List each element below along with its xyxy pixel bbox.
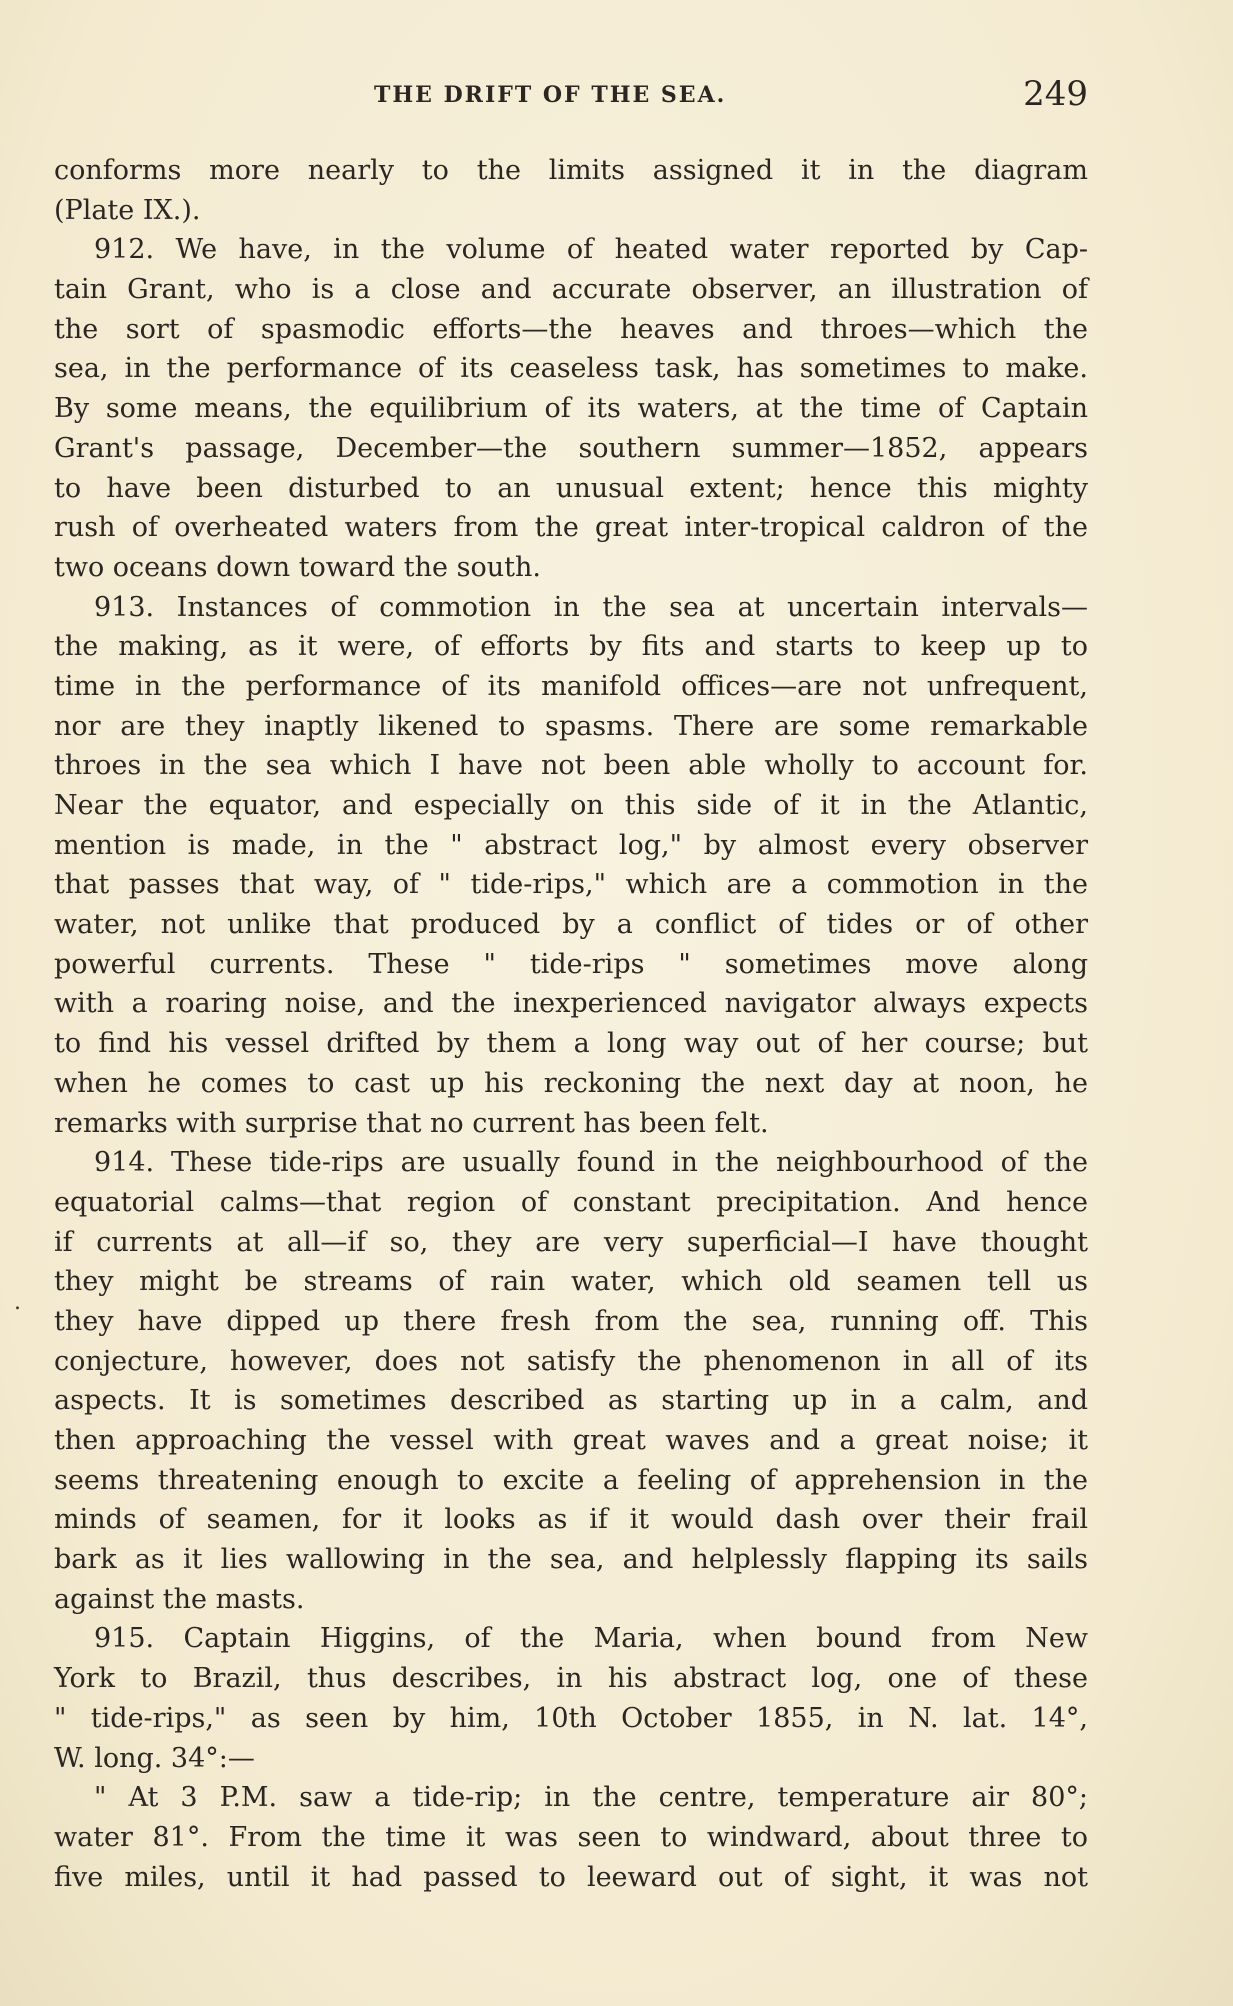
text-line: seems threatening enough to excite a feeling of apprehension in the xyxy=(54,1464,1088,1496)
margin-mark: . xyxy=(14,1290,21,1315)
text-line: to have been disturbed to an unusual extent; hence this mighty xyxy=(54,472,1088,504)
text-line: if currents at all—if so, they are very superficial—I have thought xyxy=(54,1226,1088,1258)
text-line: conjecture, however, does not satisfy the phenomenon in all of its xyxy=(54,1345,1088,1377)
quotation-start: " At 3 P.M. saw a tide-rip; in the centre, temperature air 80°; xyxy=(94,1782,1088,1814)
text-line: time in the performance of its manifold offices—are not unfrequent, xyxy=(54,670,1088,702)
text-line: (Plate IX.). xyxy=(54,194,201,226)
text-line: Near the equator, and especially on this side of it in the Atlantic, xyxy=(54,790,1088,821)
text-line: five miles, until it had passed to leeward out of sight, it was not xyxy=(54,1861,1088,1893)
text-line: " tide-rips," as seen by him, 10th October 1855, in N. lat. 14°, xyxy=(54,1702,1088,1734)
text-line: with a roaring noise, and the inexperienced navigator always expects xyxy=(54,988,1088,1020)
text-line: they have dipped up there fresh from the sea, running off. This xyxy=(54,1305,1088,1337)
text-line: to find his vessel drifted by them a long way out of her course; but xyxy=(54,1028,1088,1060)
text-line: conforms more nearly to the limits assigned it in the diagram xyxy=(54,155,1088,186)
body-text xyxy=(54,151,1088,1897)
text-line: throes in the sea which I have not been able wholly to account for. xyxy=(54,750,1088,782)
text-line: tain Grant, who is a close and accurate observer, an illustration of xyxy=(54,274,1088,306)
text-line: water, not unlike that produced by a conflict of tides or of other xyxy=(54,909,1088,941)
paragraph-912-start: 912. We have, in the volume of heated water reported by Cap- xyxy=(94,234,1088,266)
text-line: rush of overheated waters from the great inter-tropical caldron of the xyxy=(54,512,1088,544)
text-line: against the masts. xyxy=(54,1583,305,1615)
page-header xyxy=(54,74,1088,124)
text-line: By some means, the equilibrium of its waters, at the time of Captain xyxy=(54,393,1088,425)
text-line: W. long. 34°:— xyxy=(54,1742,255,1774)
text-line: York to Brazil, thus describes, in his abstract log, one of these xyxy=(54,1663,1088,1695)
text-line: nor are they inaptly likened to spasms. There are some remarkable xyxy=(54,710,1088,742)
text-line: bark as it lies wallowing in the sea, and helplessly flapping its sails xyxy=(54,1544,1088,1576)
paragraph-913-start: 913. Instances of commotion in the sea at uncertain intervals— xyxy=(94,591,1088,623)
text-line: equatorial calms—that region of constant precipitation. And hence xyxy=(54,1186,1088,1218)
text-line: mention is made, in the " abstract log," by almost every observer xyxy=(54,829,1088,861)
paragraph-914-start: 914. These tide-rips are usually found in the neighbourhood of the xyxy=(94,1147,1088,1179)
text-line: the making, as it were, of efforts by fits and starts to keep up to xyxy=(54,631,1088,663)
text-line: water 81°. From the time it was seen to windward, about three to xyxy=(54,1821,1088,1853)
page-number: 249 xyxy=(1023,74,1088,114)
text-line: that passes that way, of " tide-rips," which are a commotion in the xyxy=(54,869,1088,901)
text-line: Grant's passage, December—the southern summer—1852, appears xyxy=(54,432,1088,464)
text-line: then approaching the vessel with great waves and a great noise; it xyxy=(54,1425,1088,1456)
running-head: THE DRIFT OF THE SEA. xyxy=(374,82,727,108)
text-line: minds of seamen, for it looks as if it would dash over their frail xyxy=(54,1504,1088,1536)
text-line: they might be streams of rain water, which old seamen tell us xyxy=(54,1266,1088,1298)
text-line: remarks with surprise that no current has been felt. xyxy=(54,1107,769,1139)
text-line: powerful currents. These " tide-rips " sometimes move along xyxy=(54,948,1088,980)
text-line: aspects. It is sometimes described as starting up in a calm, and xyxy=(54,1385,1088,1417)
paragraph-915-start: 915. Captain Higgins, of the Maria, when bound from New xyxy=(94,1623,1088,1655)
text-line: two oceans down toward the south. xyxy=(54,551,541,583)
text-line: sea, in the performance of its ceaseless task, has sometimes to make. xyxy=(54,353,1088,385)
text-line: when he comes to cast up his reckoning the next day at noon, he xyxy=(54,1067,1088,1099)
text-line: the sort of spasmodic efforts—the heaves and throes—which the xyxy=(54,313,1088,345)
